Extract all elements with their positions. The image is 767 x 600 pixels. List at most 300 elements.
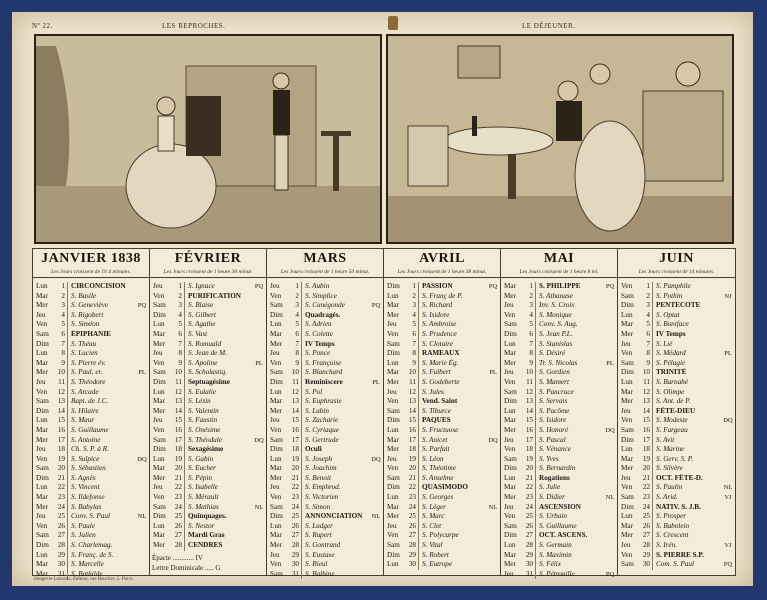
saint-name: S. Aubin bbox=[301, 282, 369, 292]
day-number: 3 bbox=[295, 301, 299, 310]
day-number: 1 bbox=[529, 282, 533, 290]
day-row bbox=[384, 311, 500, 321]
moon-phase bbox=[369, 483, 383, 493]
moon-phase bbox=[603, 301, 617, 311]
day-row bbox=[267, 541, 383, 551]
saint-name: S. Théotime bbox=[418, 464, 486, 474]
moon-phase bbox=[721, 455, 735, 465]
day-number: 18 bbox=[57, 445, 65, 454]
saint-name: S. Françoise bbox=[301, 359, 369, 369]
saint-name: S. PIERRE S.P. bbox=[652, 551, 721, 561]
day-row bbox=[501, 541, 617, 551]
weekday: Mer bbox=[270, 406, 282, 415]
weekday: Dim bbox=[621, 368, 634, 377]
weekday: Mer bbox=[36, 368, 48, 377]
day-row bbox=[384, 292, 500, 302]
day-row bbox=[618, 455, 735, 465]
saint-name: S. Isabelle bbox=[184, 483, 252, 493]
day-number: 20 bbox=[291, 464, 299, 473]
month-column bbox=[384, 249, 501, 575]
moon-phase: NL bbox=[371, 513, 381, 521]
day-number: 16 bbox=[291, 425, 299, 434]
moon-phase bbox=[486, 483, 500, 493]
weekday: Mer bbox=[36, 435, 48, 444]
weekday: Lun bbox=[504, 541, 516, 550]
moon-phase bbox=[252, 474, 266, 484]
weekday: Mer bbox=[270, 541, 282, 550]
weekday: Sam bbox=[270, 301, 283, 310]
day-number: 12 bbox=[174, 387, 182, 396]
weekday: Mer bbox=[387, 377, 399, 386]
day-number: 23 bbox=[291, 493, 299, 502]
day-number: 5 bbox=[178, 320, 182, 329]
moon-phase bbox=[603, 340, 617, 350]
month-name: MAI bbox=[543, 251, 575, 266]
saint-name: S. Apoline bbox=[184, 359, 252, 369]
month-column bbox=[501, 249, 618, 578]
saint-name: S. Charlemag. bbox=[67, 541, 135, 551]
weekday: Dim bbox=[387, 483, 400, 492]
moon-phase bbox=[135, 388, 149, 398]
day-row bbox=[501, 503, 617, 513]
day-number: 8 bbox=[295, 349, 299, 358]
saint-name: ÉPIPHANIE bbox=[67, 330, 135, 340]
day-number: 6 bbox=[295, 329, 299, 338]
day-number: 5 bbox=[412, 320, 416, 329]
moon-phase bbox=[486, 512, 500, 522]
day-row bbox=[501, 560, 617, 570]
day-row bbox=[33, 368, 149, 378]
day-row bbox=[501, 388, 617, 398]
weekday: Jeu bbox=[270, 416, 280, 425]
moon-phase bbox=[721, 320, 735, 330]
day-row bbox=[267, 397, 383, 407]
saint-name: S. Blaise bbox=[184, 301, 252, 311]
weekday: Sam bbox=[387, 406, 400, 415]
weekday: Ven bbox=[153, 493, 165, 502]
weekday: Dim bbox=[621, 435, 634, 444]
saint-name: S. Optat bbox=[652, 311, 721, 321]
saint-name: S. Pacôme bbox=[535, 407, 603, 417]
moon-phase bbox=[721, 464, 735, 474]
saint-name: Com. S. Paul bbox=[652, 560, 721, 570]
saint-name: S. Ant. de P. bbox=[652, 397, 721, 407]
day-row bbox=[33, 522, 149, 532]
day-row bbox=[150, 416, 266, 426]
day-row bbox=[267, 378, 383, 388]
day-row bbox=[618, 301, 735, 311]
saint-name: S. Léger bbox=[418, 503, 486, 513]
saint-name: S. Simon bbox=[301, 503, 369, 513]
day-row bbox=[33, 340, 149, 350]
day-row bbox=[267, 301, 383, 311]
weekday: Jeu bbox=[153, 282, 163, 290]
weekday: Dim bbox=[504, 329, 517, 338]
saint-name: IV Temps bbox=[301, 340, 369, 350]
day-list bbox=[501, 282, 617, 579]
weekday: Jeu bbox=[36, 377, 46, 386]
saint-name: S. Théodule bbox=[184, 436, 252, 446]
saint-name: S. Simplice bbox=[301, 292, 369, 302]
weekday: Mar bbox=[36, 560, 48, 569]
day-number: 29 bbox=[408, 550, 416, 559]
moon-phase bbox=[721, 311, 735, 321]
day-row bbox=[150, 292, 266, 302]
weekday: Ven bbox=[36, 521, 48, 530]
day-number: 6 bbox=[412, 329, 416, 338]
moon-phase: PL bbox=[138, 369, 146, 377]
saint-name: S. Lézin bbox=[184, 397, 252, 407]
weekday: Mar bbox=[153, 531, 165, 540]
day-number: 20 bbox=[408, 464, 416, 473]
moon-phase: PQ bbox=[371, 302, 381, 310]
saint-name: S. Mathias bbox=[184, 503, 252, 513]
weekday: Mer bbox=[387, 445, 399, 454]
moon-phase bbox=[603, 416, 617, 426]
saint-name: S. Servais bbox=[535, 397, 603, 407]
saint-name: S. Gontrand bbox=[301, 541, 369, 551]
day-row bbox=[618, 368, 735, 378]
day-number: 4 bbox=[412, 310, 416, 319]
moon-phase bbox=[369, 368, 383, 378]
saint-name: S. Isidore bbox=[535, 416, 603, 426]
day-row bbox=[267, 531, 383, 541]
day-number: 3 bbox=[61, 301, 65, 310]
moon-phase bbox=[721, 340, 735, 350]
day-number: 15 bbox=[174, 416, 182, 425]
moon-phase bbox=[135, 493, 149, 503]
saint-name: S. Faustin bbox=[184, 416, 252, 426]
day-row bbox=[33, 416, 149, 426]
day-row bbox=[150, 541, 266, 551]
moon-phase bbox=[486, 522, 500, 532]
moon-phase bbox=[135, 330, 149, 340]
moon-phase bbox=[369, 531, 383, 541]
moon-phase bbox=[369, 416, 383, 426]
weekday: Mar bbox=[36, 493, 48, 502]
day-number: 27 bbox=[408, 531, 416, 540]
weekday: Ven bbox=[270, 425, 282, 434]
day-number: 21 bbox=[174, 473, 182, 482]
day-number: 5 bbox=[646, 320, 650, 329]
day-number: 19 bbox=[57, 454, 65, 463]
moon-phase bbox=[369, 330, 383, 340]
moon-phase bbox=[369, 436, 383, 446]
moon-phase bbox=[486, 416, 500, 426]
month-name: AVRIL bbox=[419, 251, 465, 266]
moon-phase: DQ bbox=[488, 436, 498, 444]
moon-phase bbox=[721, 388, 735, 398]
weekday: Jeu bbox=[504, 301, 514, 310]
saint-name: S. Jean de M. bbox=[184, 349, 252, 359]
weekday: Lun bbox=[153, 454, 165, 463]
moon-phase bbox=[721, 522, 735, 532]
saint-name: S. Théodore bbox=[67, 378, 135, 388]
day-number: 8 bbox=[529, 349, 533, 358]
day-number: 25 bbox=[408, 512, 416, 521]
weekday: Dim bbox=[270, 310, 283, 319]
day-row bbox=[501, 464, 617, 474]
moon-phase bbox=[603, 551, 617, 561]
moon-phase bbox=[252, 388, 266, 398]
day-number: 6 bbox=[646, 329, 650, 338]
weekday: Ven bbox=[270, 493, 282, 502]
day-row bbox=[150, 368, 266, 378]
moon-phase: NJ bbox=[724, 292, 732, 300]
day-row bbox=[384, 397, 500, 407]
day-number: 7 bbox=[646, 339, 650, 348]
day-row bbox=[618, 388, 735, 398]
weekday: Mer bbox=[153, 406, 165, 415]
moon-phase bbox=[603, 531, 617, 541]
day-number: 29 bbox=[57, 550, 65, 559]
day-row bbox=[33, 359, 149, 369]
day-number: 28 bbox=[174, 541, 182, 550]
weekday: Sam bbox=[504, 521, 517, 530]
weekday: Sam bbox=[621, 291, 634, 300]
day-number: 22 bbox=[174, 483, 182, 492]
day-row bbox=[618, 426, 735, 436]
weekday: Lun bbox=[387, 358, 399, 367]
day-number: 5 bbox=[529, 320, 533, 329]
day-number: 28 bbox=[291, 541, 299, 550]
moon-phase bbox=[369, 311, 383, 321]
day-number: 21 bbox=[525, 473, 533, 482]
saint-name: S. Victorien bbox=[301, 493, 369, 503]
saint-name: S. Honoré bbox=[535, 426, 603, 436]
weekday: Lun bbox=[153, 387, 165, 396]
day-number: 17 bbox=[291, 435, 299, 444]
weekday: Mar bbox=[153, 397, 165, 406]
weekday: Jeu bbox=[621, 473, 631, 482]
weekday: Mar bbox=[153, 464, 165, 473]
day-row bbox=[618, 436, 735, 446]
day-number: 10 bbox=[642, 368, 650, 377]
day-row bbox=[267, 445, 383, 455]
saint-name: S. Pamphile bbox=[652, 282, 721, 292]
day-row bbox=[150, 340, 266, 350]
day-row bbox=[33, 349, 149, 359]
saint-name: S. Paule bbox=[67, 522, 135, 532]
moon-phase: DQ bbox=[371, 455, 381, 463]
weekday: Sam bbox=[387, 339, 400, 348]
day-number: 7 bbox=[61, 339, 65, 348]
day-list bbox=[33, 282, 149, 579]
saint-name: S. Isidore bbox=[418, 311, 486, 321]
weekday: Mar bbox=[387, 368, 399, 377]
moon-phase bbox=[252, 349, 266, 359]
moon-phase bbox=[721, 359, 735, 369]
weekday: Mer bbox=[153, 339, 165, 348]
day-row bbox=[33, 551, 149, 561]
day-number: 2 bbox=[61, 291, 65, 300]
weekday: Lun bbox=[387, 493, 399, 502]
day-number: 10 bbox=[174, 368, 182, 377]
saint-name: S. Stanislas bbox=[535, 340, 603, 350]
day-row bbox=[501, 570, 617, 580]
day-row bbox=[501, 493, 617, 503]
day-row bbox=[618, 311, 735, 321]
day-row bbox=[501, 311, 617, 321]
day-number: 26 bbox=[57, 521, 65, 530]
saint-name: S. Désiré bbox=[535, 349, 603, 359]
saint-name: S. Franç de P. bbox=[418, 292, 486, 302]
day-row bbox=[384, 378, 500, 388]
saint-name: S. Godeberte bbox=[418, 378, 486, 388]
daylight-note: Les Jours croissent de 1 heure 30 minut. bbox=[150, 269, 266, 278]
day-row bbox=[33, 493, 149, 503]
weekday: Jeu bbox=[504, 435, 514, 444]
saint-name: S. Georges bbox=[418, 493, 486, 503]
day-row bbox=[267, 407, 383, 417]
day-row bbox=[33, 330, 149, 340]
day-number: 11 bbox=[526, 377, 533, 386]
weekday: Sam bbox=[36, 531, 49, 540]
saint-name: S. Fargeau bbox=[652, 426, 721, 436]
weekday: Sam bbox=[270, 502, 283, 511]
day-row bbox=[618, 551, 735, 561]
moon-phase: PL bbox=[724, 350, 732, 358]
plate-number: Nº 22. bbox=[32, 22, 53, 30]
saint-name: S. Rieul bbox=[301, 560, 369, 570]
day-number: 15 bbox=[408, 416, 416, 425]
daylight-note: Les Jours croissent de 1 heure 38 minut. bbox=[384, 269, 500, 278]
weekday: Sam bbox=[621, 358, 634, 367]
day-row bbox=[501, 340, 617, 350]
moon-phase bbox=[252, 464, 266, 474]
day-row bbox=[384, 522, 500, 532]
weekday: Sam bbox=[387, 541, 400, 550]
weekday: Ven bbox=[504, 310, 516, 319]
day-number: 20 bbox=[174, 464, 182, 473]
weekday: Dim bbox=[504, 397, 517, 406]
weekday: Ven bbox=[621, 349, 633, 358]
day-row bbox=[33, 378, 149, 388]
month-name: MARS bbox=[303, 251, 347, 266]
weekday: Jeu bbox=[387, 320, 397, 329]
day-number: 30 bbox=[57, 560, 65, 569]
saint-name: S. Marie Ég. bbox=[418, 359, 486, 369]
saint-name: Sexagésime bbox=[184, 445, 252, 455]
day-number: 3 bbox=[412, 301, 416, 310]
moon-phase bbox=[369, 426, 383, 436]
weekday: Jeu bbox=[270, 483, 280, 492]
weekday: Jeu bbox=[504, 569, 514, 578]
day-number: 11 bbox=[292, 377, 299, 386]
weekday: Jeu bbox=[36, 445, 46, 454]
day-row bbox=[618, 445, 735, 455]
moon-phase bbox=[603, 512, 617, 522]
saint-name: OCT. ASCENS. bbox=[535, 531, 603, 541]
day-row bbox=[501, 551, 617, 561]
moon-phase bbox=[603, 436, 617, 446]
day-row bbox=[33, 301, 149, 311]
month-column bbox=[267, 249, 384, 578]
day-number: 12 bbox=[642, 387, 650, 396]
moon-phase bbox=[486, 320, 500, 330]
day-row bbox=[150, 512, 266, 522]
weekday: Jeu bbox=[270, 282, 280, 290]
day-number: 2 bbox=[646, 291, 650, 300]
day-number: 23 bbox=[408, 493, 416, 502]
day-number: 28 bbox=[525, 541, 533, 550]
weekday: Dim bbox=[504, 464, 517, 473]
day-number: 25 bbox=[525, 512, 533, 521]
month-column bbox=[33, 249, 150, 578]
day-number: 3 bbox=[529, 301, 533, 310]
day-row bbox=[33, 541, 149, 551]
moon-phase bbox=[252, 483, 266, 493]
saint-name: S. Nestor bbox=[184, 522, 252, 532]
weekday: Dim bbox=[621, 502, 634, 511]
day-number: 13 bbox=[174, 397, 182, 406]
saint-name: Mardi Gras bbox=[184, 531, 252, 541]
day-number: 10 bbox=[408, 368, 416, 377]
day-number: 18 bbox=[525, 445, 533, 454]
day-number: 5 bbox=[61, 320, 65, 329]
day-number: 27 bbox=[174, 531, 182, 540]
day-row bbox=[150, 330, 266, 340]
saint-name: S. Fructuose bbox=[418, 426, 486, 436]
saint-name: S. Marcelle bbox=[67, 560, 135, 570]
moon-phase bbox=[135, 311, 149, 321]
weekday: Lun bbox=[36, 349, 48, 358]
day-row bbox=[501, 426, 617, 436]
saint-name: S. Yves bbox=[535, 455, 603, 465]
weekday: Mar bbox=[270, 329, 282, 338]
saint-name: S. Pascal bbox=[535, 436, 603, 446]
saint-name: S. Prosper bbox=[652, 512, 721, 522]
day-number: 23 bbox=[525, 493, 533, 502]
day-row bbox=[33, 503, 149, 513]
day-row bbox=[33, 455, 149, 465]
saint-name: Vend. Saint bbox=[418, 397, 486, 407]
saint-name: S. Cunégonde bbox=[301, 301, 369, 311]
moon-phase bbox=[252, 531, 266, 541]
moon-phase bbox=[721, 512, 735, 522]
day-number: 13 bbox=[642, 397, 650, 406]
right-engraving-title: LE DÉJEUNER. bbox=[522, 22, 576, 30]
saint-name: PAQUES bbox=[418, 416, 486, 426]
weekday: Mar bbox=[387, 301, 399, 310]
weekday: Mar bbox=[153, 329, 165, 338]
day-row bbox=[150, 522, 266, 532]
saint-name: Bapt. de J.C. bbox=[67, 397, 135, 407]
month-name: JANVIER 1838 bbox=[41, 251, 141, 266]
weekday: Jeu bbox=[153, 349, 163, 358]
weekday: Lun bbox=[621, 377, 633, 386]
saint-name: CENDRES bbox=[184, 541, 252, 551]
day-number: 22 bbox=[291, 483, 299, 492]
day-row bbox=[150, 426, 266, 436]
saint-name: S. Crescent bbox=[652, 531, 721, 541]
moon-phase bbox=[721, 368, 735, 378]
saint-name: PENTECOTE bbox=[652, 301, 721, 311]
saint-name: S. Félix bbox=[535, 560, 603, 570]
saint-name: Quadragés. bbox=[301, 311, 369, 321]
weekday: Mar bbox=[387, 502, 399, 511]
saint-name: S. Ildefonse bbox=[67, 493, 135, 503]
day-number: 31 bbox=[57, 569, 65, 578]
saint-name: S. Richard bbox=[418, 301, 486, 311]
day-row bbox=[384, 503, 500, 513]
day-row bbox=[384, 560, 500, 570]
saint-name: S. Silvère bbox=[652, 464, 721, 474]
moon-phase bbox=[252, 416, 266, 426]
day-row bbox=[501, 378, 617, 388]
moon-phase bbox=[486, 426, 500, 436]
month-name: FÉVRIER bbox=[174, 251, 242, 266]
